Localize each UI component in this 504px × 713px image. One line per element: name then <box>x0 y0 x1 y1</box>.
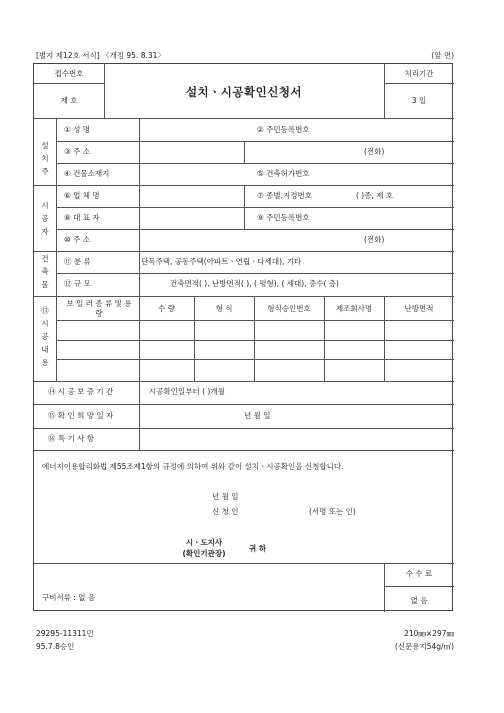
boiler-type-header: 보 일 러 종 류 및 용 량 <box>66 299 132 318</box>
quantity-header: 수 량 <box>158 304 175 313</box>
warranty-label: ⑭ 시 공 보 증 기 간 <box>48 387 114 396</box>
approval-number-header: 형식승인번호 <box>267 304 311 313</box>
building-scale-label: ⑫ 규 모 <box>64 279 91 288</box>
warranty-value: 시공확인일부터 ( )개월 <box>149 387 225 396</box>
authority-sub-label: (확인기관장) <box>182 549 226 558</box>
building-location-label: ④ 건물소재지 <box>64 169 110 178</box>
manufacturer-header: 제조회사명 <box>335 304 373 313</box>
contractor-reg-label: ⑨ 주민등록번호 <box>257 213 310 222</box>
contractor-group-label: 시공자 <box>41 201 49 236</box>
construction-group-label: ⑬시공내용 <box>41 306 49 367</box>
fee-value: 없 음 <box>410 596 428 605</box>
building-scale-value: 건축면적( ), 난방면적( ), ( 평형), ( 세대), 층수( 층) <box>170 279 339 288</box>
installer-name-label: ① 성 명 <box>64 125 90 134</box>
inspection-date-label: ⑮ 확 인 희 망 일 자 <box>48 411 114 420</box>
registration-type-value: ( )종, 제 호 <box>356 191 394 200</box>
heating-area-header: 난방면적 <box>404 304 434 313</box>
building-group-label: 건축물 <box>41 254 49 289</box>
paper-type: (신문용지54g/㎡) <box>394 642 454 651</box>
contractor-phone-label: (전화) <box>364 235 385 244</box>
contractor-address-label: ⑩ 주 소 <box>64 235 90 244</box>
form-code: 29295-11311민 <box>36 629 94 638</box>
installer-address-label: ③ 주 소 <box>64 147 90 156</box>
model-header: 형 식 <box>215 304 233 313</box>
page-side: (앞 면) <box>431 51 454 60</box>
building-type-value: 단독주택, 공동주택(아파트ㆍ연립ㆍ다세대), 기타 <box>141 257 302 266</box>
sign-date: 년 월 일 <box>212 492 239 501</box>
page-title: 설치ㆍ시공확인신청서 <box>185 85 303 99</box>
receipt-number-label: 접수번호 <box>54 69 84 78</box>
installer-phone-label: (전화) <box>364 147 385 156</box>
inspection-date-value: 년 월 일 <box>244 411 271 420</box>
company-name-label: ⑥ 업 체 명 <box>64 191 100 200</box>
form-number: [별지 제12호 서식] 〈개정 95. 8.31〉 <box>36 51 165 60</box>
building-type-label: ⑪ 분 류 <box>64 257 91 266</box>
processing-period-label: 처리기간 <box>404 69 434 78</box>
installer-reg-label: ② 주민등록번호 <box>257 125 310 134</box>
special-notes-label: ⑯ 특 기 사 항 <box>48 434 95 443</box>
processing-period-value: 3 일 <box>411 96 427 105</box>
registration-type-label: ⑦ 종별.지정번호 <box>257 191 312 200</box>
footer-left <box>36 627 94 653</box>
application-form <box>33 63 453 611</box>
approval-date: 95.7.8승인 <box>36 642 75 651</box>
paper-size: 210㎜×297㎜ <box>404 629 454 638</box>
representative-label: ⑧ 대 표 자 <box>64 213 100 222</box>
authority-label: 시ㆍ도지사 <box>185 538 223 547</box>
statement-text: 에너지이용합리화법 제55조제1항의 규정에 의하여 위와 같이 설치ㆍ시공확인을 신청합니다. <box>42 462 344 471</box>
footer-right <box>395 627 454 653</box>
honorific: 귀 하 <box>249 544 267 553</box>
installer-group-label: 설치주 <box>41 141 49 176</box>
applicant-label: 신 청 인 <box>212 507 239 516</box>
permit-number-label: ⑤ 건축허가번호 <box>257 169 310 178</box>
seal-note: (서명 또는 인) <box>309 507 356 516</box>
fee-label: 수 수 료 <box>405 569 433 578</box>
required-docs: 구비서류 : 없 음 <box>42 593 96 602</box>
number-label: 제 호 <box>60 96 78 105</box>
